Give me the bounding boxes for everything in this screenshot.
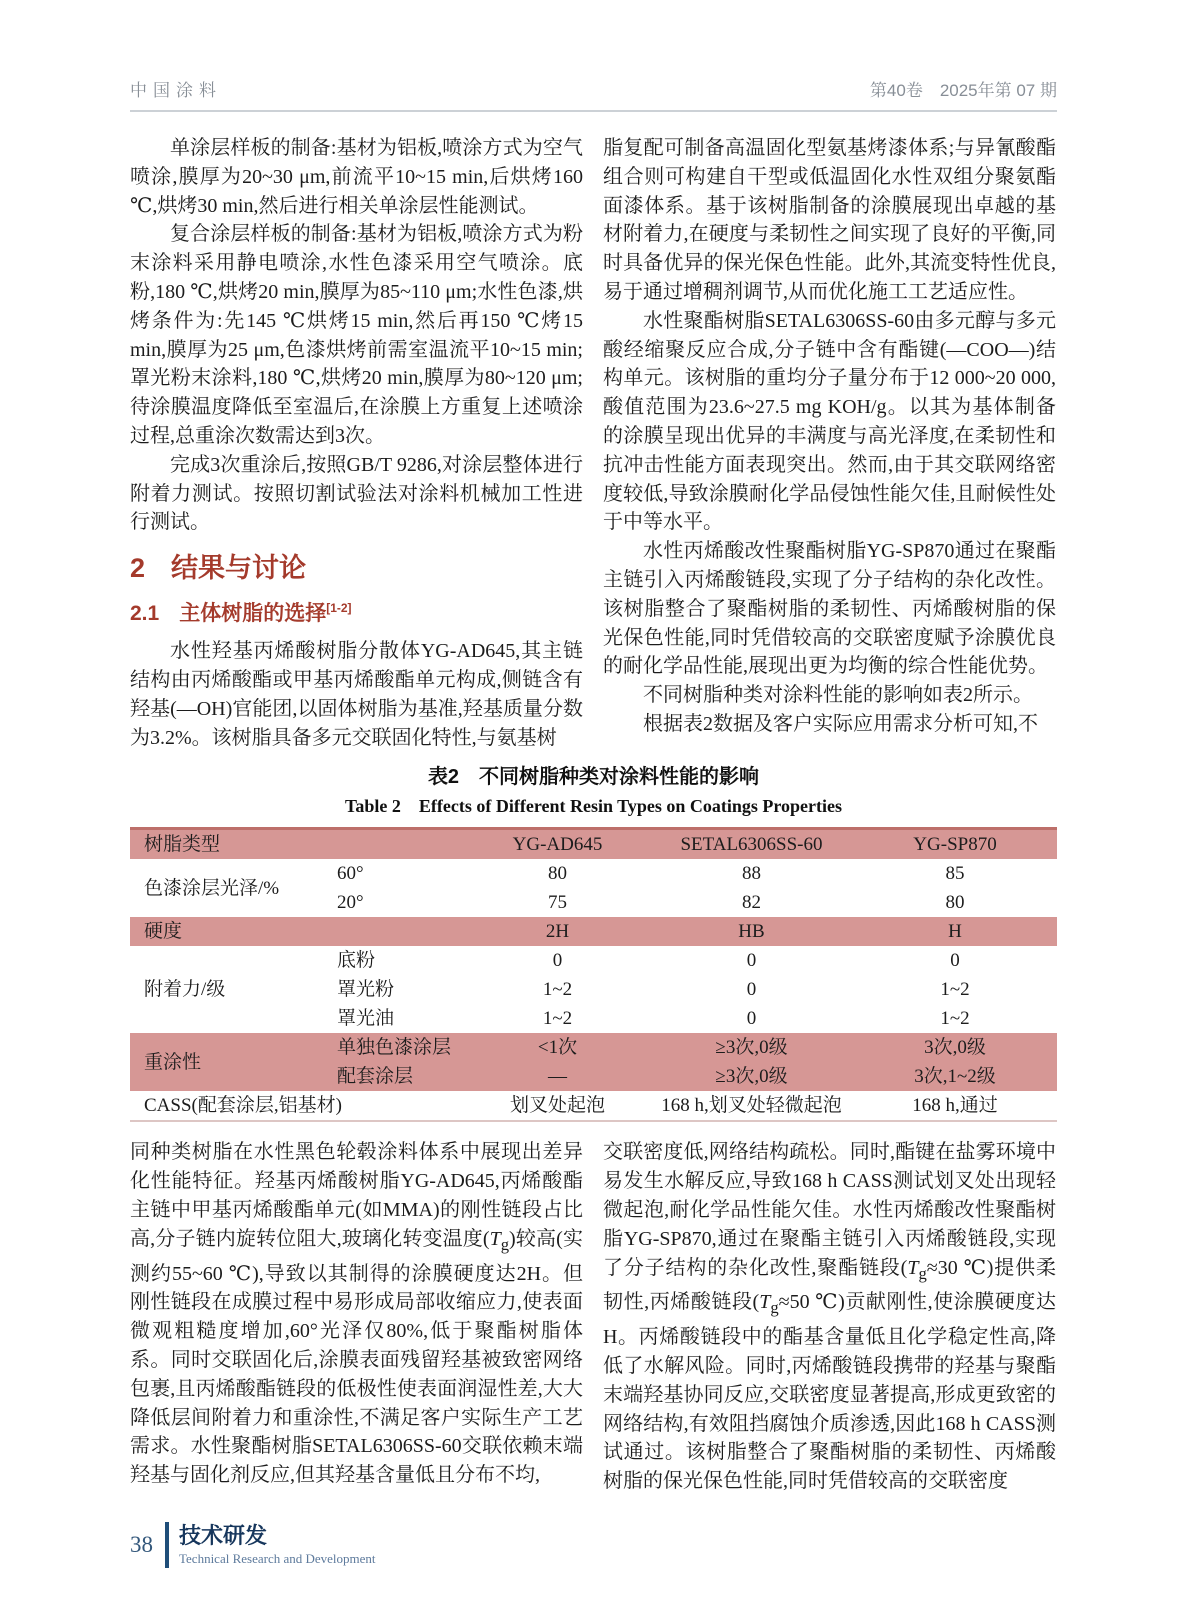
section-title: 结果与讨论 — [171, 553, 307, 584]
table-cell: CASS(配套涂层,铝基材) — [144, 1095, 342, 1117]
lower-text-columns — [130, 1138, 1057, 1496]
table-cell: 配套涂层 — [335, 1062, 465, 1091]
table-cell: 0 — [746, 979, 757, 1001]
paragraph: 交联密度低,网络结构疏松。同时,酯键在盐雾环境中易发生水解反应,导致168 h CASS测试划叉处出现轻微起泡,耐化学品性能欠佳。水性丙烯酸改性聚酯树脂YG-SP870,通过在聚酯主链引入丙烯酸链段,实现了分子结构的杂化改性,聚酯链段($T_g\approx 30$ ℃)提供柔韧性,丙烯酸链段($T_g\approx 50$ ℃)贡献刚性,使涂膜硬度达H。丙烯酸链段中的酯基含量低且化学稳定性高,降低了水解风险。同时,丙烯酸链段携带的羟基与聚酯末端羟基协同反应,交联密度显著提高,形成更致密的网络结构,有效阻挡腐蚀介质渗透,因此168 h CASS测试通过。该树脂整合了聚酯树脂的柔韧性、丙烯酸树脂的保光保色性能,同时凭借较高的交联密度 — [603, 1141, 1056, 1493]
table-row — [130, 1091, 1057, 1121]
upper-left-column — [130, 134, 583, 752]
subsection-title: 主体树脂的选择 — [179, 602, 327, 626]
table-cell: 1~2 — [542, 1008, 573, 1030]
table-cell: 75 — [548, 892, 567, 914]
table-cell: 20° — [337, 892, 364, 914]
table-row — [130, 829, 1057, 860]
table-cell: 1~2 — [940, 979, 970, 1001]
table-cell: 60° — [337, 863, 364, 885]
table-cell: 划叉处起泡 — [509, 1095, 605, 1117]
table-cell: 罩光粉 — [337, 979, 395, 1001]
footer-section-zh: 技术研发 — [179, 1523, 268, 1549]
paragraph: 水性聚酯树脂SETAL6306SS-60由多元醇与多元酸经缩聚反应合成,分子链中含有酯键(—COO—)结构单元。该树脂的重均分子量分布于12 000~20 000,酸值范围为23.6~27.5 mg KOH/g。以其为基体制备的涂膜呈现出优异的丰满度与高光泽度,在柔韧性和抗冲击性能方面表现突出。然而,由于其交联网络密度较低,导致涂膜耐化学品侵蚀性能欠佳,且耐候性处于中等水平。 — [603, 309, 1056, 534]
paragraph-group — [603, 1138, 1056, 1496]
section-heading — [130, 551, 583, 585]
running-head — [130, 76, 1057, 112]
paragraph: 完成3次重涂后,按照GB/T 9286,对涂层整体进行附着力测试。按照切割试验法对涂料机械加工性进行测试。 — [130, 453, 583, 534]
issue-info: 第40卷 2025年第 07 期 — [869, 81, 1057, 100]
table-cell: 1~2 — [940, 1008, 970, 1030]
paragraph: 同种类树脂在水性黑色轮毂涂料体系中展现出差异化性能特征。羟基丙烯酸树脂YG-AD645,丙烯酸酯主链中甲基丙烯酸酯单元(如MMA)的刚性链段占比高,分子链内旋转位阻大,玻璃化转变温度$(T_g)$较高(实测约55~60 ℃),导致以其制得的涂膜硬度达2H。但刚性链段在成膜过程中易形成局部收缩应力,使表面微观粗糙度增加,60°光泽仅80%,低于聚酯树脂体系。同时交联固化后,涂膜表面残留羟基被致密网络包裹,且丙烯酸酯链段的低极性使表面润湿性差,大大降低层间附着力和重涂性,不满足客户实际生产工艺需求。水性聚酯树脂SETAL6306SS-60交联依赖末端羟基与固化剂反应,但其羟基含量低且分布不均, — [130, 1141, 583, 1487]
table-title-en: Table 2 Effects of Different Resin Types on Coatings Properties — [345, 796, 842, 817]
table-cell: 罩光油 — [337, 1008, 395, 1030]
paragraph-group — [130, 1138, 583, 1490]
table-cell: 82 — [742, 892, 761, 914]
table-cell: SETAL6306SS-60 — [650, 829, 853, 860]
subsection-number: 2.1 — [130, 602, 160, 626]
paragraph-group — [603, 134, 1056, 739]
table-row — [130, 1033, 1057, 1062]
table-cell: ≥3次,0级 — [650, 1033, 853, 1062]
footer-section — [179, 1523, 376, 1566]
paragraph: 复合涂层样板的制备:基材为铝板,喷涂方式为粉末涂料采用静电喷涂,水性色漆采用空气喷涂。底粉,180 ℃,烘烤20 min,膜厚为85~110 μm;水性色漆,烘烤条件为:先145 ℃烘烤15 min,然后再150 ℃烤15 min,膜厚为25 μm,色漆烘烤前需室温流平10~15 min;罩光粉末涂料,180 ℃,烘烤20 min,膜厚为80~120 μm;待涂膜温度降低至室温后,在涂膜上方重复上述喷涂过程,总重涂次数需达到3次。 — [130, 223, 583, 447]
table-cell: 85 — [945, 863, 965, 885]
table-cell: 168 h,划叉处轻微起泡 — [661, 1095, 842, 1117]
results-table — [130, 827, 1057, 1122]
table-cell: 0 — [552, 950, 563, 972]
footer-divider-bar — [165, 1522, 169, 1568]
table-cell: H — [853, 917, 1057, 946]
table-row — [130, 859, 1057, 888]
table-cell: YG-AD645 — [465, 829, 650, 860]
table-cell: 0 — [746, 950, 757, 972]
table-cell: ≥3次,0级 — [650, 1062, 853, 1091]
paragraph-group — [130, 134, 583, 537]
table-cell: 168 h,通过 — [912, 1095, 998, 1117]
paragraph: 不同树脂种类对涂料性能的影响如表2所示。 — [643, 684, 1033, 707]
table-cell: 3次,0级 — [853, 1033, 1057, 1062]
lower-left-column — [130, 1138, 583, 1496]
table-cell: <1次 — [465, 1033, 650, 1062]
table-cell: 底粉 — [337, 950, 376, 972]
table-cell: 80 — [945, 892, 965, 914]
table-cell: 硬度 — [130, 917, 465, 946]
table-cell: 0 — [950, 950, 960, 972]
table-cell: HB — [650, 917, 853, 946]
paragraph: 单涂层样板的制备:基材为铝板,喷涂方式为空气喷涂,膜厚为20~30 μm,前流平10~15 min,后烘烤160 ℃,烘烤30 min,然后进行相关单涂层性能测试。 — [130, 137, 583, 217]
paragraph: 水性丙烯酸改性聚酯树脂YG-SP870通过在聚酯主链引入丙烯酸链段,实现了分子结构的杂化改性。该树脂整合了聚酯树脂的柔韧性、丙烯酸树脂的保光保色性能,同时凭借较高的交联密度赋予涂膜优良的耐化学品性能,展现出更为均衡的综合性能优势。 — [603, 540, 1056, 678]
table-row — [130, 946, 1057, 975]
table-block — [130, 760, 1057, 1122]
paragraph: 脂复配可制备高温固化型氨基烤漆体系;与异氰酸酯组合则可构建自干型或低温固化水性双组分聚氨酯面漆体系。基于该树脂制备的涂膜展现出卓越的基材附着力,在硬度与柔韧性之间实现了良好的平衡,同时具备优异的保光保色性能。此外,其流变特性优良,易于通过增稠剂调节,从而优化施工工艺适应性。 — [603, 137, 1056, 303]
table-cell: 树脂类型 — [130, 829, 465, 860]
table-cell: 3次,1~2级 — [853, 1062, 1057, 1091]
paragraph: 根据表2数据及客户实际应用需求分析可知,不 — [643, 712, 1038, 735]
citation-ref: [1-2] — [326, 601, 352, 616]
upper-text-columns — [130, 134, 1057, 752]
table-cell: 88 — [742, 863, 761, 885]
table-title-zh: 表2 不同树脂种类对涂料性能的影响 — [427, 766, 760, 789]
table-cell: 1~2 — [542, 979, 573, 1001]
table-cell: 附着力/级 — [144, 979, 226, 1001]
table-cell: 重涂性 — [130, 1033, 335, 1091]
journal-name: 中国涂料 — [130, 81, 222, 100]
upper-right-column — [603, 134, 1056, 752]
lower-right-column — [603, 1138, 1056, 1496]
footer-section-en: Technical Research and Development — [179, 1550, 376, 1566]
table-row — [130, 917, 1057, 946]
table-cell: 80 — [548, 863, 567, 885]
table-cell: 单独色漆涂层 — [335, 1033, 465, 1062]
table-cell: 0 — [746, 1008, 757, 1030]
table-cell: — — [465, 1062, 650, 1091]
section-number: 2 — [130, 553, 146, 584]
paragraph-group — [130, 637, 583, 752]
page-footer — [130, 1522, 1057, 1568]
table-cell: YG-SP870 — [853, 829, 1057, 860]
page-number: 38 — [130, 1531, 153, 1557]
table-cell: 色漆涂层光泽/% — [144, 877, 280, 899]
paragraph: 水性羟基丙烯酸树脂分散体YG-AD645,其主链结构由丙烯酸酯或甲基丙烯酸酯单元构成,侧链含有羟基(—OH)官能团,以固体树脂为基准,羟基质量分数为3.2%。该树脂具备多元交联固化特性,与氨基树 — [130, 640, 583, 749]
table-cell: 2H — [465, 917, 650, 946]
subsection-heading — [130, 593, 583, 629]
